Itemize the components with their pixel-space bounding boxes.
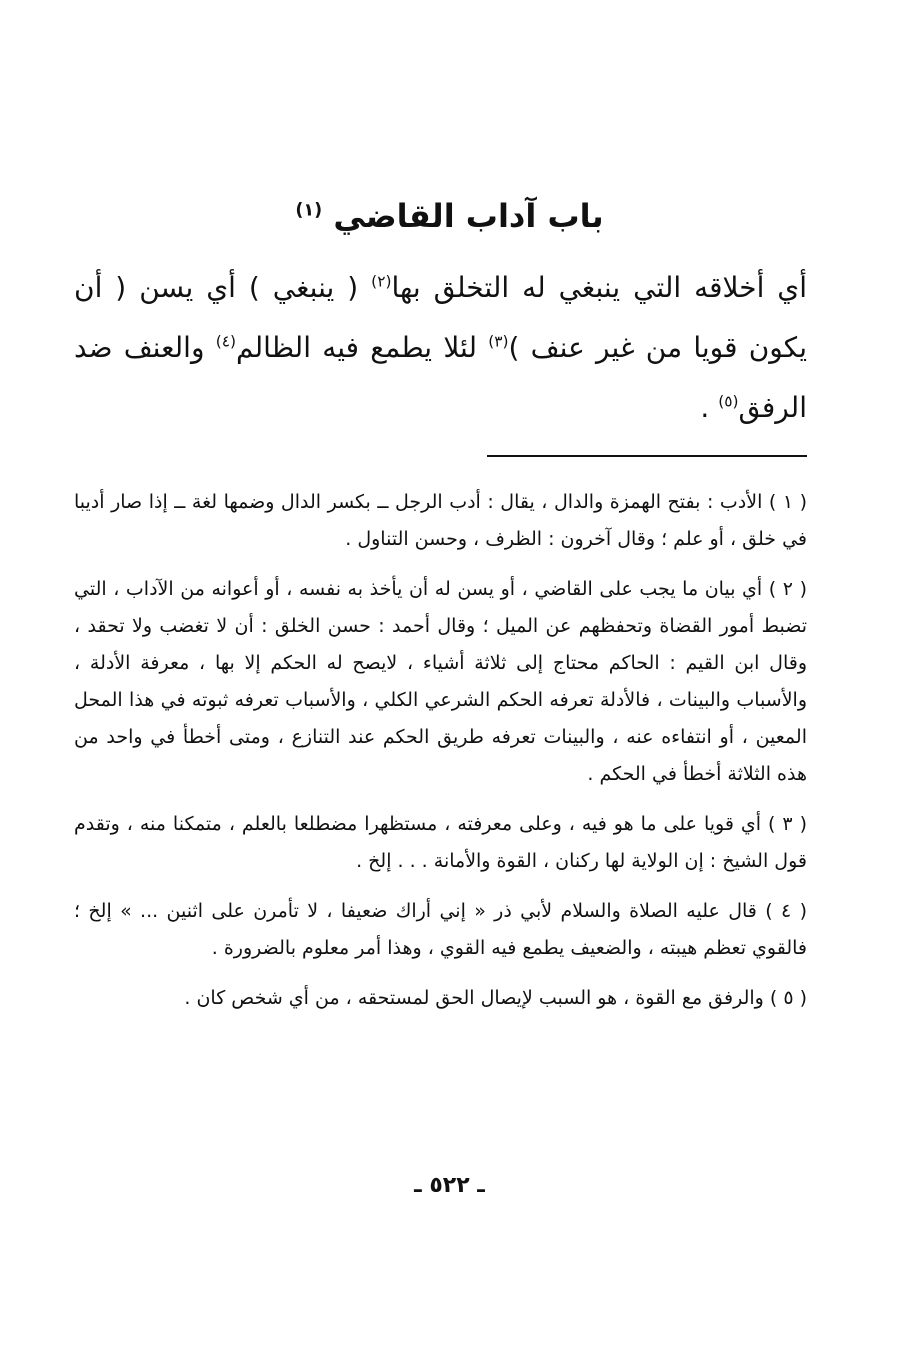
footnote-2 bbox=[74, 571, 807, 793]
footnote-text: والرفق مع القوة ، هو السبب لإيصال الحق لمستحقه ، من أي شخص كان . bbox=[184, 987, 764, 1009]
footnotes-section bbox=[74, 484, 807, 1030]
chapter-title bbox=[120, 186, 779, 246]
main-text-segment: . bbox=[700, 391, 719, 424]
footnote-marker: (٢) bbox=[371, 272, 392, 291]
main-text-segment: والعنف ضد الرفق bbox=[74, 331, 807, 424]
footnote-number: ( ٤ ) bbox=[765, 900, 807, 922]
footnote-number: ( ١ ) bbox=[768, 491, 808, 513]
main-text-segment: ( ينبغي ) أي يسن ( أن يكون قويا من غير عنف ) bbox=[74, 271, 808, 364]
chapter-title-footnote-marker: (١) bbox=[295, 200, 323, 221]
footnote-1 bbox=[74, 484, 807, 558]
footnote-marker: (٤) bbox=[215, 332, 236, 351]
footnote-number: ( ٥ ) bbox=[769, 987, 807, 1009]
footnote-marker: (٣) bbox=[488, 332, 509, 351]
footnote-text: الأدب : بفتح الهمزة والدال ، يقال : أدب الرجل ــ بكسر الدال وضمها لغة ــ إذا صار أديبا في خلق ، أو علم ؛ وقال آخرون : الظرف ، وحسن التناول . bbox=[74, 491, 807, 550]
main-text-segment: لئلا يطمع فيه الظالم bbox=[236, 331, 489, 364]
footnote-3 bbox=[74, 806, 807, 880]
footnote-text: قال عليه الصلاة والسلام لأبي ذر « إني أراك ضعيفا ، لا تأمرن على اثنين ... » إلخ ؛فالقوي تعظم هيبته ، والضعيف يطمع فيه القوي ، وهذا أمر معلوم بالضرورة . bbox=[74, 900, 807, 959]
footnote-text: أي بيان ما يجب على القاضي ، أو يسن له أن يأخذ به نفسه ، أو أعوانه من الآداب ، التي تضبط أمور القضاة وتحفظهم عن الميل ؛ وقال أحمد : حسن الخلق : أن لا تغضب ولا تحقد ، وقال ابن القيم : الحاكم محتاج إلى ثلاثة أشياء ، لايصح له الحكم إلا بها ، معرفة الأدلة ، والأسباب والبينات ، فالأدلة تعرفه الحكم الشرعي الكلي ، والأسباب تعرفه ثبوته في هذا المحل المعين ، أو انتفاءه عنه ، والبينات تعرفه طريق الحكم عند التنازع ، ومتى أخطأ في واحد من هذه الثلاثة أخطأ في الحكم . bbox=[74, 578, 807, 785]
footnote-separator-line bbox=[487, 455, 807, 457]
main-text bbox=[74, 258, 807, 438]
main-text-segment: أي أخلاقه التي ينبغي له التخلق بها bbox=[391, 271, 808, 304]
footnote-5 bbox=[74, 980, 807, 1017]
chapter-title-text: باب آداب القاضي bbox=[333, 197, 604, 235]
footnote-number: ( ٣ ) bbox=[768, 813, 808, 835]
footnote-marker: (٥) bbox=[718, 392, 739, 411]
page-number: ـ ٥٢٢ ـ bbox=[414, 1173, 485, 1198]
footnote-text: أي قويا على ما هو فيه ، وعلى معرفته ، مستظهرا مضطلعا بالعلم ، متمكنا منه ، وتقدم قول الشيخ : إن الولاية لها ركنان ، القوة والأمانة . . . إلخ . bbox=[74, 813, 807, 872]
footnote-number: ( ٢ ) bbox=[768, 578, 808, 600]
footnote-4 bbox=[74, 893, 807, 967]
